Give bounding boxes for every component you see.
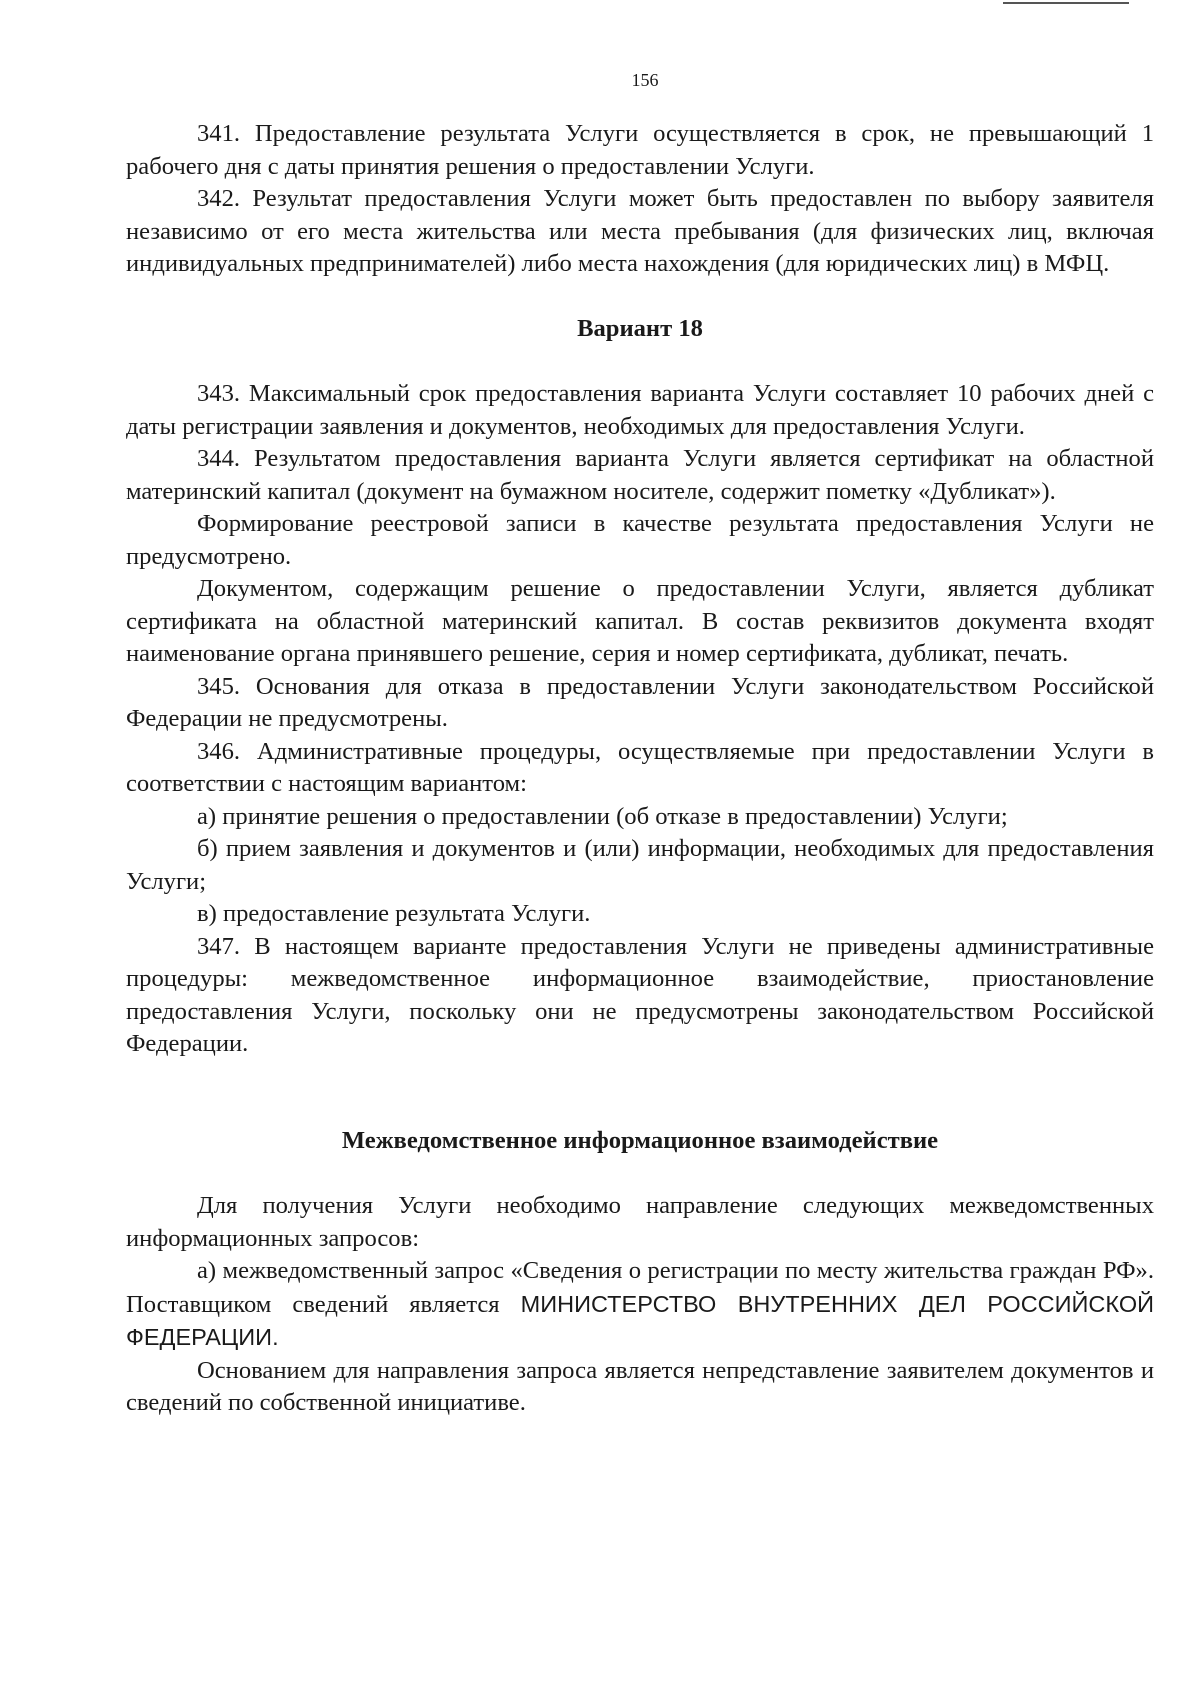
interagency-intro: Для получения Услуги необходимо направление следующих межведомственных информационных запросов: (126, 1192, 1154, 1252)
list-item-a: а) принятие решения о предоставлении (об отказе в предоставлении) Услуги; (197, 802, 1008, 830)
document-body (126, 118, 1154, 1420)
paragraph-341: 341. Предоставление результата Услуги осуществляется в срок, не превышающий 1 рабочего дня с даты принятия решения о предоставлении Услуги. (126, 120, 1154, 180)
paragraph-347: 347. В настоящем варианте предоставления Услуги не приведены административные процедуры: межведомственное информационное взаимодействие, приостановление предоставления Услуги, поскольку они не предусмотрены законодательством Российской Федерации. (126, 932, 1154, 1057)
paragraph-342: 342. Результат предоставления Услуги может быть предоставлен по выбору заявителя независимо от его места жительства или места пребывания (для физических лиц, включая индивидуальных предпринимателей) либо места нахождения (для юридических лиц) в МФЦ. (126, 185, 1154, 277)
paragraph-346: 346. Административные процедуры, осуществляемые при предоставлении Услуги в соответствии с настоящим вариантом: (126, 737, 1154, 797)
paragraph-registry-record: Формирование реестровой записи в качестве результата предоставления Услуги не предусмотрено. (126, 510, 1154, 570)
page-number: 156 (631, 70, 659, 90)
paragraph-343: 343. Максимальный срок предоставления варианта Услуги составляет 10 рабочих дней с даты регистрации заявления и документов, необходимых для предоставления Услуги. (126, 380, 1154, 440)
request-a-provider: МИНИСТЕРСТВО ВНУТРЕННИХ ДЕЛ РОССИЙСКОЙ ФЕДЕРАЦИИ. (126, 1290, 1154, 1350)
paragraph-345: 345. Основания для отказа в предоставлении Услуги законодательством Российской Федерации не предусмотрены. (126, 672, 1154, 732)
paragraph-decision-document: Документом, содержащим решение о предоставлении Услуги, является дубликат сертификата на областной материнский капитал. В состав реквизитов документа входят наименование органа принявшего решение, серия и номер сертификата, дубликат, печать. (126, 575, 1154, 667)
top-edge-rule (1003, 2, 1129, 4)
list-item-v: в) предоставление результата Услуги. (197, 900, 591, 927)
list-item-b: б) прием заявления и документов и (или) информации, необходимых для предоставления Услуги; (126, 835, 1154, 895)
interagency-heading: Межведомственное информационное взаимодействие (341, 1126, 939, 1154)
variant-18-heading: Вариант 18 (577, 314, 703, 342)
paragraph-344: 344. Результатом предоставления варианта Услуги является сертификат на областной материнский капитал (документ на бумажном носителе, содержит пометку «Дубликат»). (126, 445, 1154, 505)
request-a-text: а) межведомственный запрос «Сведения о регистрации по месту жительства граждан РФ». Поставщиком сведений является (126, 1257, 1154, 1318)
interagency-request-a (126, 1255, 1154, 1355)
interagency-basis: Основанием для направления запроса является непредставление заявителем документов и сведений по собственной инициативе. (126, 1356, 1154, 1416)
